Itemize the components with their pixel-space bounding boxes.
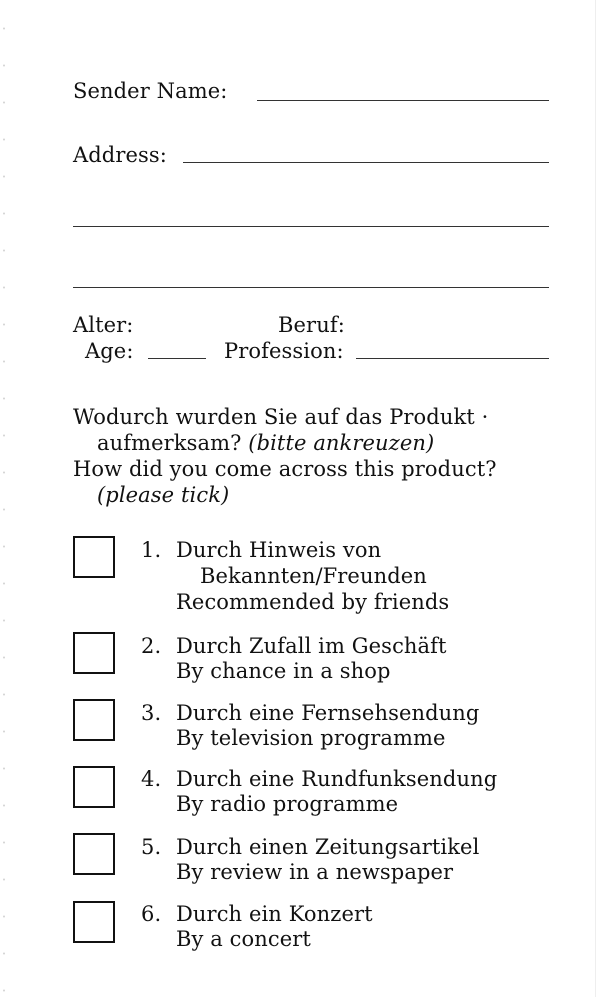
option-3-number: 3. (141, 701, 162, 725)
alter-label: Alter: (73, 313, 134, 337)
profession-field[interactable] (356, 358, 549, 359)
sender-name-label: Sender Name: (73, 79, 228, 103)
option-3-checkbox[interactable] (73, 699, 115, 741)
address-label: Address: (73, 143, 167, 167)
card-edge (595, 0, 596, 997)
question-de-line-1: Wodurch wurden Sie auf das Produkt · (73, 405, 489, 429)
question-de-line-2 (97, 431, 434, 455)
option-1-number: 1. (141, 538, 162, 562)
option-2-german-label: Durch Zufall im Geschäft (176, 634, 447, 658)
option-6-number: 6. (141, 902, 162, 926)
option-3-english-label: By television programme (176, 726, 446, 750)
option-1-checkbox[interactable] (73, 536, 115, 578)
address-field-line-2[interactable] (73, 226, 549, 227)
option-5-german-label: Durch einen Zeitungsartikel (176, 835, 480, 859)
option-5-checkbox[interactable] (73, 833, 115, 875)
option-5-english-label: By review in a newspaper (176, 860, 454, 884)
option-2-number: 2. (141, 634, 162, 658)
perforation-edge (0, 0, 6, 997)
option-4-number: 4. (141, 767, 162, 791)
option-2-checkbox[interactable] (73, 632, 115, 674)
option-6-checkbox[interactable] (73, 901, 115, 943)
option-1-english-label: Recommended by friends (176, 590, 450, 614)
profession-label: Profession: (224, 339, 344, 363)
option-4-english-label: By radio programme (176, 792, 399, 816)
beruf-label: Beruf: (278, 313, 345, 337)
question-de-text: aufmerksam? (97, 431, 242, 455)
option-1-german-label: Durch Hinweis von (176, 538, 382, 562)
option-6-english-label: By a concert (176, 927, 311, 951)
option-6-german-label: Durch ein Konzert (176, 902, 373, 926)
age-label: Age: (85, 339, 134, 363)
option-1-german-label-2: Bekannten/Freunden (200, 564, 427, 588)
option-4-checkbox[interactable] (73, 766, 115, 808)
option-3-german-label: Durch eine Fernsehsendung (176, 701, 480, 725)
address-field-line-1[interactable] (183, 162, 549, 163)
question-de-hint: (bitte ankreuzen) (248, 431, 435, 455)
option-5-number: 5. (141, 835, 162, 859)
option-2-english-label: By chance in a shop (176, 659, 391, 683)
option-4-german-label: Durch eine Rundfunksendung (176, 767, 498, 791)
address-field-line-3[interactable] (73, 287, 549, 288)
age-field[interactable] (148, 358, 206, 359)
question-en-hint: (please tick) (97, 483, 230, 507)
question-en-line: How did you come across this product? (73, 457, 497, 481)
sender-name-field[interactable] (257, 100, 549, 101)
